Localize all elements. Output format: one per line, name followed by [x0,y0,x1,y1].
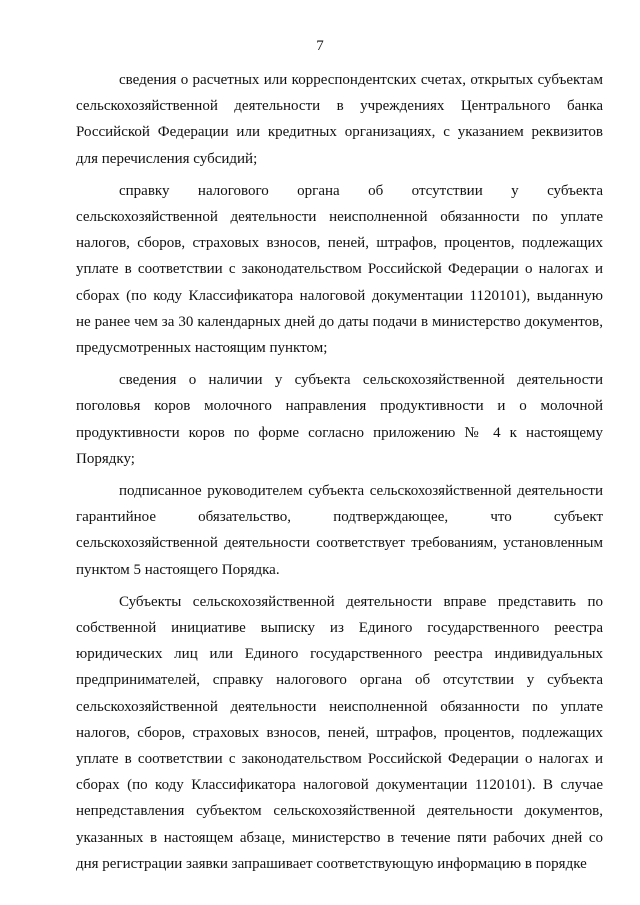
paragraph [76,589,603,877]
text-line: продуктивности коров по форме согласно приложению № 4 к настоящему [76,424,603,441]
text-line: предусмотренных настоящим пунктом; [76,340,328,357]
text-line: собственной инициативе выписку из Единого государственного реестра [76,620,603,637]
text-line: указанных в настоящем абзаце, министерство в течение пяти рабочих дней со [76,829,603,846]
text-line: справку налогового органа об отсутствии у субъекта [119,182,603,199]
text-line: сборах (по коду Классификатора налоговой документации 1120101). В случае [76,777,603,794]
page-number: 7 [316,38,324,54]
text-line: сборах (по коду Классификатора налоговой документации 1120101), выданную [76,287,603,304]
paragraph [76,178,603,361]
body-text [76,67,603,877]
text-line: налогов, сборов, страховых взносов, пеней, штрафов, процентов, подлежащих [76,724,603,741]
text-line: не ранее чем за 30 календарных дней до даты подачи в министерство документов, [76,313,603,330]
text-line: налогов, сборов, страховых взносов, пеней, штрафов, процентов, подлежащих [76,235,603,252]
text-line: Порядку; [76,450,135,467]
text-line: гарантийное обязательство, подтверждающее, что субъект [76,509,603,526]
text-line: Российской Федерации или кредитных организациях, с указанием реквизитов [76,124,603,141]
text-line: сведения о наличии у субъекта сельскохозяйственной деятельности [119,372,603,389]
text-line: юридических лиц или Единого государственного реестра индивидуальных [76,646,603,663]
text-line: пунктом 5 настоящего Порядка. [76,561,280,578]
paragraph [76,367,603,472]
text-line: уплате в соответствии с законодательством Российской Федерации о налогах и [76,751,603,768]
text-line: сельскохозяйственной деятельности в учреждениях Центрального банка [76,98,603,115]
text-line: сельскохозяйственной деятельности соответствует требованиям, установленным [76,535,603,552]
text-line: подписанное руководителем субъекта сельскохозяйственной деятельности [119,483,603,500]
text-line: непредставления субъектом сельскохозяйственной деятельности документов, [76,803,603,820]
text-line: Субъекты сельскохозяйственной деятельности вправе представить по [119,593,603,610]
paragraph [76,67,603,172]
text-line: дня регистрации заявки запрашивает соответствующую информацию в порядке [76,855,587,872]
text-line: сведения о расчетных или корреспондентских счетах, открытых субъектам [119,72,603,88]
paragraph [76,478,603,583]
text-line: для перечисления субсидий; [76,150,258,167]
text-line: уплате в соответствии с законодательством Российской Федерации о налогах и [76,261,603,278]
text-line: предпринимателей, справку налогового органа об отсутствии у субъекта [76,672,603,689]
text-line: сельскохозяйственной деятельности неисполненной обязанности по уплате [76,698,603,715]
text-line: поголовья коров молочного направления продуктивности и о молочной [76,398,603,415]
text-line: сельскохозяйственной деятельности неисполненной обязанности по уплате [76,209,603,226]
